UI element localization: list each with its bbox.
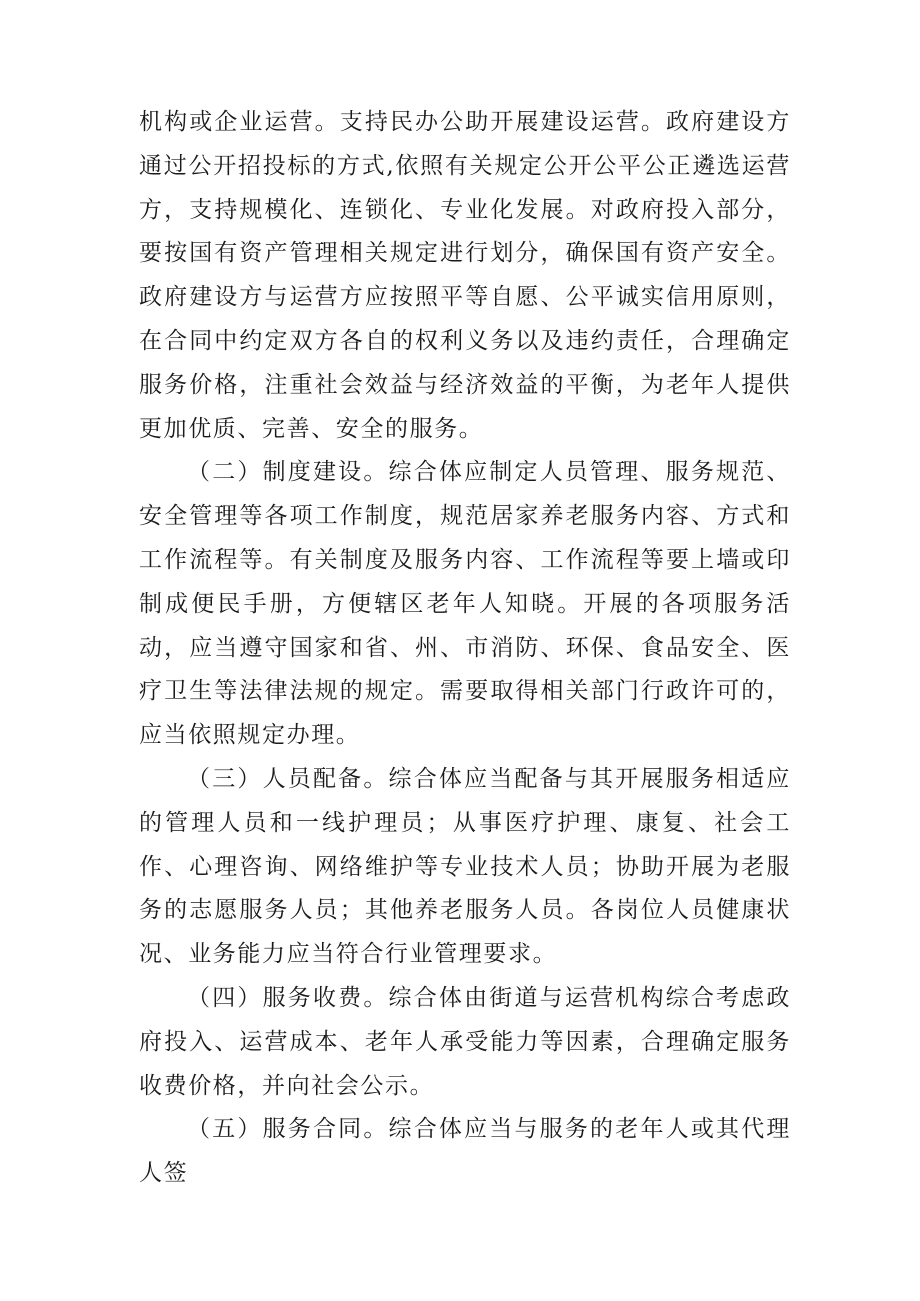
paragraph-staffing: （三）人员配备。综合体应当配备与其开展服务相适应的管理人员和一线护理员；从事医疗护理、康复、社会工作、心理咨询、网络维护等专业技术人员；协助开展为老服务的志愿服务人员；其他养老服务人员。各岗位人员健康状况、业务能力应当符合行业管理要求。 <box>139 765 791 968</box>
paragraph-system-construction: （二）制度建设。综合体应制定人员管理、服务规范、安全管理等各项工作制度，规范居家养老服务内容、方式和工作流程等。有关制度及服务内容、工作流程等要上墙或印制成便民手册，方便辖区老年人知晓。开展的各项服务活动，应当遵守国家和省、州、市消防、环保、食品安全、医疗卫生等法律法规的规定。需要取得相关部门行政许可的，应当依照规定办理。 <box>139 459 791 749</box>
paragraph-service-fees: （四）服务收费。综合体由街道与运营机构综合考虑政府投入、运营成本、老年人承受能力等因素，合理确定服务收费价格，并向社会公示。 <box>139 984 791 1099</box>
paragraph-continuation: 机构或企业运营。支持民办公助开展建设运营。政府建设方通过公开招投标的方式,依照有关规定公开公平公正遴选运营方，支持规模化、连锁化、专业化发展。对政府投入部分，要按国有资产管理相关规定进行划分，确保国有资产安全。政府建设方与运营方应按照平等自愿、公平诚实信用原则，在合同中约定双方各自的权利义务以及违约责任，合理确定服务价格，注重社会效益与经济效益的平衡，为老年人提供更加优质、完善、安全的服务。 <box>139 109 791 442</box>
paragraph-service-contract: （五）服务合同。综合体应当与服务的老年人或其代理人签 <box>139 1116 791 1187</box>
